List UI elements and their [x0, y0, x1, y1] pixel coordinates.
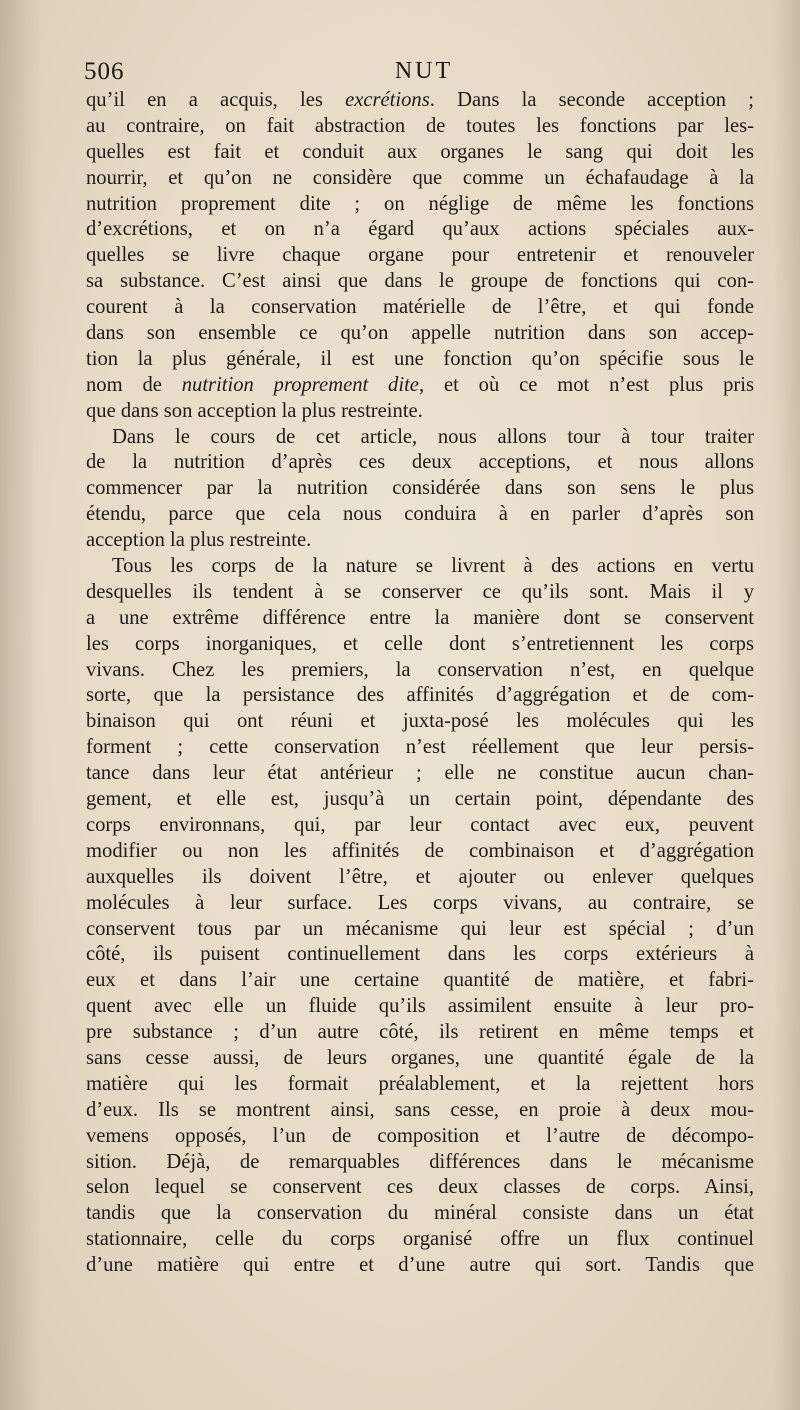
text-line: stationnaire, celle du corps organisé offre un flux continuel	[86, 1228, 754, 1251]
text-line: tion la plus générale, il est une fonction qu’on spécifie sous le	[86, 347, 754, 370]
text-line: vemens opposés, l’un de composition et l’autre de décompo-	[86, 1124, 754, 1147]
text-line: molécules à leur surface. Les corps vivans, au contraire, se	[86, 891, 754, 914]
text-line: Dans le cours de cet article, nous allons tour à tour traiter	[112, 425, 754, 448]
text-line: de la nutrition d’après ces deux acceptions, et nous allons	[86, 451, 754, 474]
text-line: quent avec elle un fluide qu’ils assimilent ensuite à leur pro-	[86, 995, 754, 1018]
text-line: au contraire, on fait abstraction de toutes les fonctions par les-	[86, 114, 754, 137]
text-line: acception la plus restreinte.	[86, 529, 312, 552]
text-line: a une extrême différence entre la manière dont se conservent	[86, 606, 754, 629]
text-line: sorte, que la persistance des affinités d’aggrégation et de com-	[86, 684, 754, 707]
text-segment: . Dans la seconde acception ;	[429, 89, 754, 111]
text-line: sition. Déjà, de remarquables différences dans le mécanisme	[86, 1150, 754, 1173]
text-line: d’une matière qui entre et d’une autre qui sort. Tandis que	[86, 1254, 754, 1277]
text-line: modifier ou non les affinités de combinaison et d’aggrégation	[86, 839, 754, 862]
text-line: matière qui les formait préalablement, et la rejettent hors	[86, 1072, 754, 1095]
text-line: que dans son acception la plus restreinte.	[86, 399, 423, 422]
text-line: vivans. Chez les premiers, la conservation n’est, en quelque	[86, 658, 754, 681]
text-line: tance dans leur état antérieur ; elle ne constitue aucun chan-	[86, 762, 754, 785]
text-line: binaison qui ont réuni et juxta-posé les molécules qui les	[86, 710, 754, 733]
text-line: desquelles ils tendent à se conserver ce qu’ils sont. Mais il y	[86, 580, 754, 603]
text-line	[86, 88, 754, 114]
text-line: courent à la conservation matérielle de l’être, et qui fonde	[86, 296, 754, 319]
text-line: nourrir, et qu’on ne considère que comme un échafaudage à la	[86, 166, 754, 189]
text-segment: qu’il en a acquis, les	[86, 89, 346, 111]
text-segment: , et où ce mot n’est plus pris	[418, 373, 754, 396]
text-line: sans cesse aussi, de leurs organes, une quantité égale de la	[86, 1046, 754, 1069]
text-line: auxquelles ils doivent l’être, et ajouter ou enlever quelques	[86, 865, 754, 888]
text-line: tandis que la conservation du minéral consiste dans un état	[86, 1202, 754, 1225]
text-line: selon lequel se conservent ces deux classes de corps. Ainsi,	[86, 1176, 754, 1199]
italic-term: excrétions	[345, 89, 430, 111]
italic-term: nutrition proprement dite	[181, 373, 419, 396]
text-line: conservent tous par un mécanisme qui leur est spécial ; d’un	[86, 917, 754, 940]
text-line: quelles est fait et conduit aux organes le sang qui doit les	[86, 140, 754, 163]
text-line: sa substance. C’est ainsi que dans le groupe de fonctions qui con-	[86, 270, 754, 293]
text-line: quelles se livre chaque organe pour entretenir et renouveler	[86, 244, 754, 267]
text-line: Tous les corps de la nature se livrent à des actions en vertu	[112, 555, 754, 578]
text-line: forment ; cette conservation n’est réellement que leur persis-	[86, 736, 754, 759]
text-line: eux et dans l’air une certaine quantité de matière, et fabri-	[86, 969, 754, 992]
text-line: étendu, parce que cela nous conduira à en parler d’après son	[86, 503, 754, 526]
text-segment: nom de	[86, 373, 182, 396]
text-line: corps environnans, qui, par leur contact avec eux, peuvent	[86, 813, 754, 836]
text-line: les corps inorganiques, et celle dont s’entretiennent les corps	[86, 632, 754, 655]
text-line: nutrition proprement dite ; on néglige de même les fonctions	[86, 192, 754, 215]
page-number: 506	[84, 58, 125, 85]
text-line: dans son ensemble ce qu’on appelle nutrition dans son accep-	[86, 322, 754, 345]
running-head: NUT	[394, 58, 454, 84]
text-line	[86, 373, 754, 399]
body-text	[86, 88, 754, 1279]
text-line: d’eux. Ils se montrent ainsi, sans cesse, en proie à deux mou-	[86, 1098, 754, 1121]
text-line: commencer par la nutrition considérée dans son sens le plus	[86, 477, 754, 500]
text-line: côté, ils puisent continuellement dans les corps extérieurs à	[86, 943, 754, 966]
text-line: pre substance ; d’un autre côté, ils retirent en même temps et	[86, 1021, 754, 1044]
text-line: gement, et elle est, jusqu’à un certain point, dépendante des	[86, 788, 754, 811]
text-line: d’excrétions, et on n’a égard qu’aux actions spéciales aux-	[86, 218, 754, 241]
page-header	[84, 58, 756, 92]
